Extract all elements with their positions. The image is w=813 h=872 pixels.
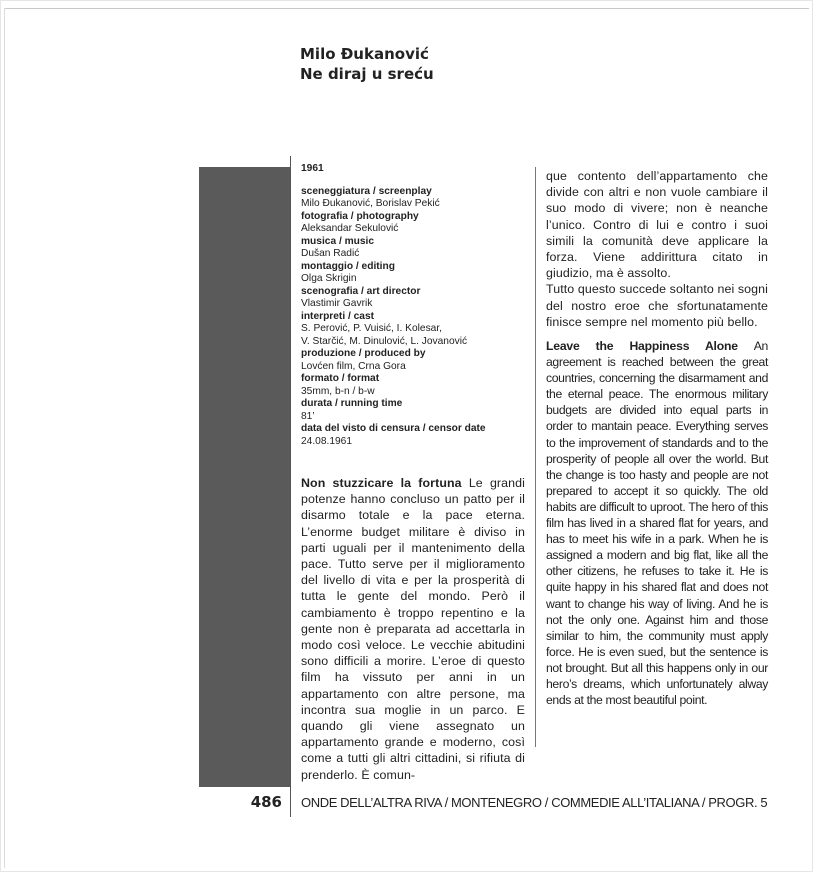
credit-item bbox=[301, 311, 531, 349]
credit-item bbox=[301, 373, 531, 398]
credit-item bbox=[301, 186, 531, 211]
synopsis-italian-body: Le grandi potenze hanno concluso un patto per il disarmo totale e la pace eterna. L’enorme budget militare è diviso in parti uguali per il mantenimento della pace. Tutto serve per il miglioramento del livello di vita e per la prosperità di tutta le gente del mondo. Però il cambiamento è troppo repentino e la gente non è preparata ad accettarla in modo così veloce. Le vecchie abitudini sono difficili a morire. L’eroe di questo film ha vissuto per anni in un appartamento con altre persone, ma incontra sua moglie in un parco. E quando gli viene assegnato un appartamento grande e moderno, così come a tutti gli altri cittadini, si rifiuta di prenderlo. È comun- bbox=[301, 476, 525, 782]
synopsis-italian-continued bbox=[546, 168, 768, 330]
synopsis-english bbox=[546, 338, 768, 708]
credit-item bbox=[301, 236, 531, 261]
credit-value: Aleksandar Sekulović bbox=[301, 223, 399, 234]
credit-item bbox=[301, 211, 531, 236]
synopsis-italian-continuation: Tutto questo succede soltanto nei sogni del nostro eroe che sfortunatamente finisce sempre nel momento più bello. bbox=[546, 282, 768, 329]
credit-item bbox=[301, 261, 531, 286]
credit-label: musica / music bbox=[301, 235, 375, 247]
credit-value: 81’ bbox=[301, 410, 315, 422]
synopsis-italian-heading: Non stuzzicare la fortuna bbox=[301, 476, 462, 490]
credit-value: Milo Đukanović, Borislav Pekić bbox=[301, 198, 440, 209]
column-rule bbox=[290, 156, 291, 816]
synopsis-italian bbox=[301, 475, 525, 783]
credit-value: Dušan Radić bbox=[301, 248, 360, 259]
left-rule bbox=[4, 8, 5, 868]
running-head: ONDE DELL’ALTRA RIVA / MONTENEGRO / COMMEDIE ALL’ITALIANA / PROGR. 5 bbox=[301, 795, 768, 810]
director-name: Milo Đukanović bbox=[300, 45, 429, 63]
page-number: 486 bbox=[250, 793, 282, 811]
credit-label: sceneggiatura / screenplay bbox=[301, 185, 432, 197]
credit-label: formato / format bbox=[301, 373, 380, 384]
credit-label: durata / running time bbox=[301, 398, 403, 409]
credit-label: fotografia / photography bbox=[301, 210, 419, 222]
side-bar bbox=[199, 167, 290, 787]
credit-item bbox=[301, 398, 531, 423]
credit-value: Lovćen film, Crna Gora bbox=[301, 360, 406, 372]
film-title: Ne diraj u sreću bbox=[300, 65, 434, 83]
credit-value: 35mm, b-n / b-w bbox=[301, 385, 375, 397]
synopsis-english-body: An agreement is reached between the great countries, concerning the disarmament and the eternal peace. The enormous military budgets are divided into equal parts in order to mantain peace. Everything serves to the improvement of standards and to the prosperity of people all over the world. But the change is too hasty and people are not prepared to accept it so quickly. The old habits are difficult to uproot. The hero of this film has lived in a shared flat for years, and has to meet his wife in a park. When he is assigned a modern and big flat, like all the other citizens, he refuses to take it. He is quite happy in his shared flat and does not want to change his way of living. And he is not the only one. Against him and those similar to him, the community must apply force. He is even sued, but the sentence is not brought. But all this happens only in our hero’s dreams, which unfortunately alway ends at the most beautiful point. bbox=[546, 339, 768, 708]
synopsis-italian-continuation: que contento dell’appartamento che divide con altri e non vuole cambiare il suo modo di vivere; non è neanche l’unico. Contro di lui e contro i suoi simili la comunità deve applicare la forza. Viene addirittura citato in giudizio, ma è assolto. bbox=[546, 169, 768, 281]
credit-label: montaggio / editing bbox=[301, 260, 395, 272]
synopsis-english-heading: Leave the Happiness Alone bbox=[546, 339, 738, 353]
film-title-block bbox=[300, 44, 434, 84]
credit-item bbox=[301, 423, 531, 448]
page-footer bbox=[0, 792, 813, 814]
credit-item bbox=[301, 348, 531, 373]
top-rule bbox=[4, 8, 809, 9]
credit-label: interpreti / cast bbox=[301, 310, 375, 322]
credit-label: scenografia / art director bbox=[301, 285, 421, 297]
year: 1961 bbox=[301, 163, 324, 174]
credit-value: V. Starčić, M. Dinulović, L. Jovanović bbox=[301, 335, 468, 347]
credit-value: 24.08.1961 bbox=[301, 435, 352, 447]
credit-label: produzione / produced by bbox=[301, 348, 426, 359]
credit-value: Vlastimir Gavrik bbox=[301, 298, 373, 309]
credit-item bbox=[301, 286, 531, 311]
credits-block bbox=[301, 163, 531, 448]
credit-label: data del visto di censura / censor date bbox=[301, 423, 486, 434]
credit-value: S. Perović, P. Vuisić, I. Kolesar, bbox=[301, 323, 442, 334]
column-rule bbox=[535, 167, 536, 747]
credit-value: Olga Skrigin bbox=[301, 273, 357, 284]
